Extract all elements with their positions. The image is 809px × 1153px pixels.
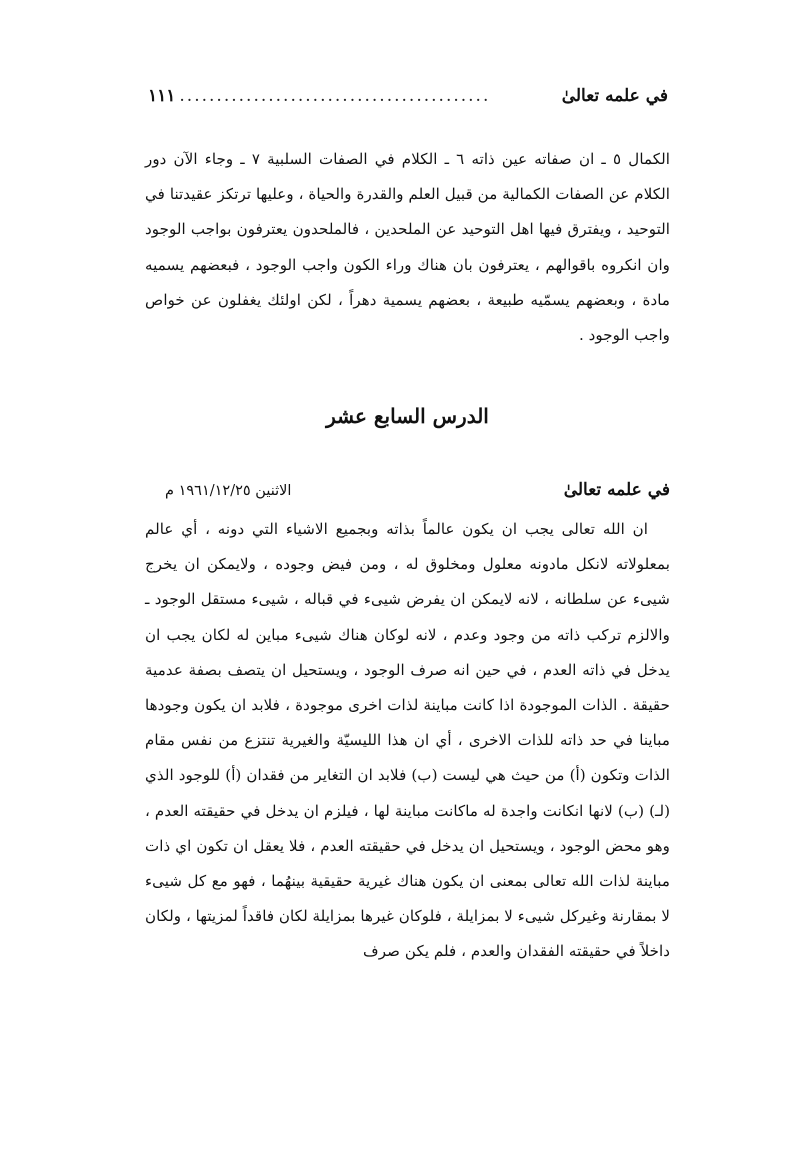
lesson-heading: الدرس السابع عشر <box>326 404 489 428</box>
page-number: ١١١ <box>148 86 176 106</box>
running-head <box>148 86 668 114</box>
running-head-title: في علمه تعالىٰ <box>561 86 668 106</box>
body-paragraph: ان الله تعالى يجب ان يكون عالماً بذاته وبجميع الاشياء التي دونه ، أي عالم بمعلولاته لانكل مادونه معلول ومخلوق له ، ومن فيض وجوده ، ولايمكن ان يخرج شيىء عن سلطانه ، لانه لايمكن ان يفرض شيىء في قباله ، شيىء مستقل الوجود ـ والالزم تركب ذاته من وجود وعدم ، لانه لوكان هناك شيىء مباين له لكان يجب ان يدخل في ذاته العدم ، في حين انه صرف الوجود ، ويستحيل ان يتصف بصفة عدمية حقيقة . الذات الموجودة اذا كانت مباينة لذات اخرى موجودة ، فلابد ان يكون وجودها مباينا في حد ذاته للذات الاخرى ، أي ان هذا الليسيّة والغيرية تنتزع من نفس مقام الذات وتكون (أ) من حيث هي ليست (ب) فلابد ان التغاير من فقدان (أ) للوجود الذي (لـ) (ب) لانها انكانت واجدة له ماكانت مباينة لها ، فيلزم ان يدخل في حقيقته العدم ، وهو محض الوجود ، ويستحيل ان يدخل في حقيقته العدم ، فلا يعقل ان تكون اي ذات مباينة لذات الله تعالى بمعنى ان يكون هناك غيرية حقيقية بينهُما ، فهو مع كل شيىء لا بمقارنة وغيركل شيىء لا بمزايلة ، فلوكان غيرها بمزايلة لكان فاقداً لمزيتها ، ولكان داخلاً في حقيقته الفقدان والعدم ، فلم يكن صرف <box>145 520 670 961</box>
running-head-leader-dots: .......................................... <box>179 86 491 106</box>
intro-paragraph: الكمال ٥ ـ ان صفاته عين ذاته ٦ ـ الكلام في الصفات السلبية ٧ ـ وجاء الآن دور الكلام عن الصفات الكمالية من قبيل العلم والقدرة والحياة ، وعليها ترتكز عقيدتنا في التوحيد ، ويفترق فيها اهل التوحيد عن الملحدين ، فالملحدون يعترفون بواجب الوجود وان انكروه باقوالهم ، يعترفون بان هناك وراء الكون واجب الوجود ، فبعضهم يسميه مادة ، وبعضهم يسمّيه طبيعة ، بعضهم يسمية دهراً ، لكن اولئك يغفلون عن خواص واجب الوجود . <box>145 150 670 345</box>
lesson-topic: في علمه تعالىٰ <box>563 480 670 500</box>
lesson-meta-line <box>145 480 670 510</box>
intro-paragraph-block <box>145 142 670 353</box>
lesson-date: الاثنين ١٩٦١/١٢/٢٥ م <box>165 483 292 499</box>
body-paragraph-block <box>145 512 670 970</box>
